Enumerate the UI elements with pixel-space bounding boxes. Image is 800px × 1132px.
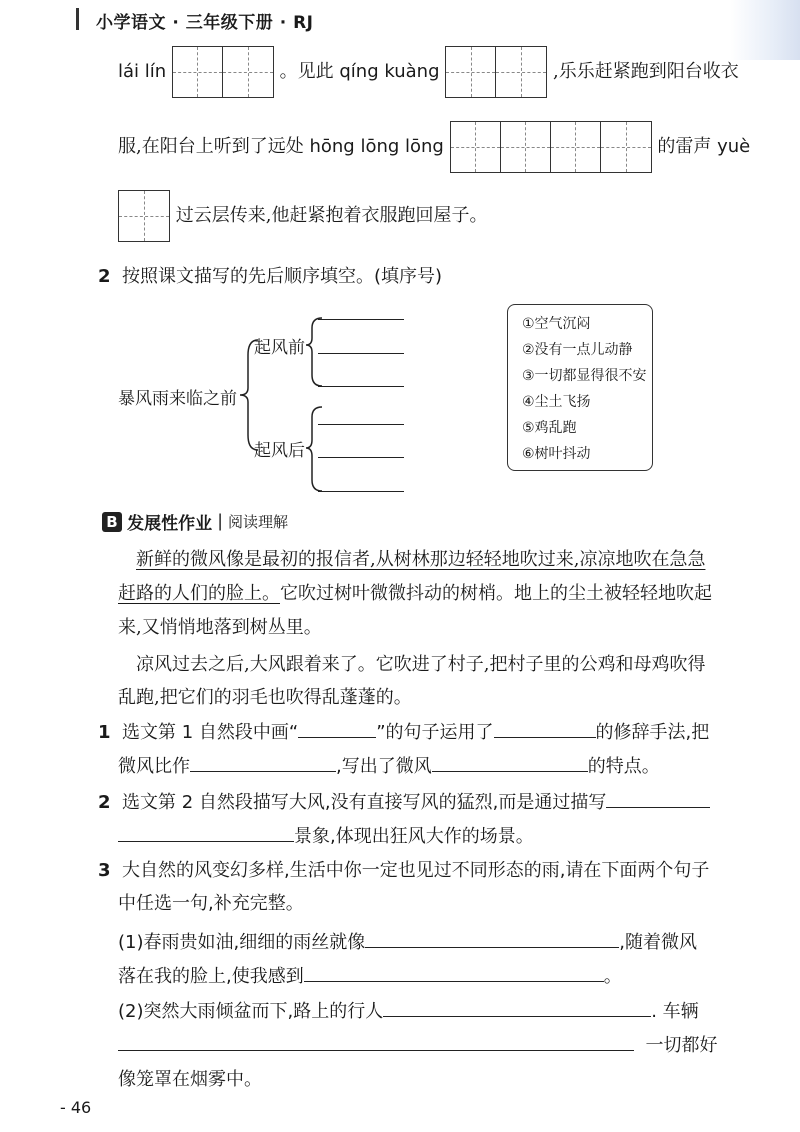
rq2-blank-2[interactable]	[118, 841, 294, 842]
text-segment: 的特点。	[587, 756, 660, 777]
text-segment: (1)春雨贵如油,细细的雨丝就像	[118, 932, 366, 953]
tree-root: 暴风雨来临之前	[118, 389, 237, 409]
rq2-number: 2	[98, 792, 111, 813]
text-segment: 微风比作	[118, 756, 190, 777]
rq3-option2-line-2	[118, 1031, 717, 1057]
option-2: ②没有一点儿动静	[522, 342, 633, 358]
passage-p1-l2	[118, 579, 712, 605]
underlined-sentence-end: 赶路的人们的脸上。	[118, 583, 280, 604]
rq3-line-1	[98, 856, 709, 882]
option-5: ⑤鸡乱跑	[522, 420, 577, 436]
pinyin-qingkuang: qíng kuàng	[339, 61, 440, 82]
text-segment: 的修辞手法,把	[595, 722, 710, 743]
tian-grid-answer-4[interactable]	[118, 190, 170, 242]
text-segment: . 车辆	[651, 1001, 699, 1022]
branch-after-wind: 起风后	[254, 441, 305, 461]
answer-line-b2-3[interactable]	[318, 491, 404, 492]
rq3-option1-line-2	[118, 962, 622, 988]
passage-p1-l1	[136, 545, 705, 571]
text-segment: 落在我的脸上,使我感到	[118, 966, 304, 987]
rq1-blank-rhetoric[interactable]	[494, 737, 596, 738]
text-segment: 。	[603, 966, 622, 987]
page-header: 小学语文 · 三年级下册 · RJ	[96, 13, 314, 33]
page-edge-shadow	[730, 0, 800, 60]
rq3-option1-line-1	[118, 928, 697, 954]
text-segment: ,写出了微风	[336, 756, 432, 777]
q2-prompt	[98, 262, 442, 288]
pinyin-honglonglong: hōng lōng lōng	[309, 136, 444, 157]
pinyin-lailin: lái lín	[118, 61, 167, 82]
fill-line-3	[118, 190, 487, 242]
branch-before-wind: 起风前	[254, 338, 305, 358]
text-segment: ,乐乐赶紧跑到阳台收衣	[552, 61, 739, 82]
page-number: - 46	[60, 1098, 92, 1117]
rq1-blank-compare[interactable]	[190, 771, 336, 772]
text-segment: 景象,体现出狂风大作的场景。	[294, 826, 534, 847]
rq1-line-2	[118, 752, 660, 778]
rq3-option2-line-3: 像笼罩在烟雾中。	[118, 1069, 262, 1090]
text-segment: 。见此	[279, 61, 334, 82]
rq2-line-1	[98, 788, 710, 814]
passage-text: 它吹过树叶微微抖动的树梢。地上的尘土被轻轻地吹起	[280, 583, 712, 604]
option-3: ③一切都显得很不安	[522, 368, 647, 384]
text-segment: 服,在阳台上听到了远处	[118, 136, 304, 157]
tree-braces	[236, 300, 326, 500]
options-box	[507, 304, 653, 471]
section-b-heading: B 发展性作业 | 阅读理解	[102, 509, 288, 534]
answer-line-b2-2[interactable]	[318, 457, 404, 458]
text-segment: ”的句子运用了	[376, 722, 494, 743]
rq3-2-blank-2[interactable]	[118, 1050, 634, 1051]
rq2-line-2	[118, 822, 534, 848]
text-segment: ,随着微风	[619, 932, 697, 953]
text-segment: 过云层传来,他赶紧抱着衣服跑回屋子。	[175, 205, 488, 226]
option-4: ④尘土飞扬	[522, 394, 591, 410]
rq3-2-blank-1[interactable]	[383, 1016, 651, 1017]
tian-grid-answer-1[interactable]	[172, 46, 274, 98]
answer-line-b1-1[interactable]	[318, 319, 404, 320]
answer-line-b2-1[interactable]	[318, 424, 404, 425]
rq2-blank-1[interactable]	[606, 807, 710, 808]
rq3-number: 3	[98, 860, 111, 881]
section-b-title: 发展性作业	[127, 514, 213, 534]
section-b-badge: B	[102, 512, 122, 532]
rq3-1-blank-2[interactable]	[304, 981, 604, 982]
rq1-number: 1	[98, 722, 111, 743]
rq3-line-2: 中任选一句,补充完整。	[118, 893, 304, 914]
text-segment: (2)突然大雨倾盆而下,路上的行人	[118, 1001, 384, 1022]
fill-line-2	[118, 121, 750, 173]
rq3-option2-line-1	[118, 997, 699, 1023]
rq1-blank-trait[interactable]	[432, 771, 588, 772]
text-segment: 的雷声	[657, 136, 712, 157]
rq3-1-blank-1[interactable]	[365, 947, 619, 948]
underlined-sentence: 新鲜的微风像是最初的报信者,从树林那边轻轻地吹过来,凉凉地吹在急急	[136, 549, 706, 570]
passage-p1-l3: 来,又悄悄地落到树丛里。	[118, 617, 322, 638]
fill-line-1	[118, 46, 739, 98]
rq1-blank-quote[interactable]	[298, 737, 376, 738]
option-1: ①空气沉闷	[522, 316, 591, 332]
section-b-sub: 阅读理解	[228, 513, 289, 531]
text-segment: 选文第 2 自然段描写大风,没有直接写风的猛烈,而是通过描写	[121, 792, 607, 813]
rq1-line-1	[98, 718, 709, 744]
passage-p2-l1: 凉风过去之后,大风跟着来了。它吹进了村子,把村子里的公鸡和母鸡吹得	[136, 654, 706, 675]
option-6: ⑥树叶抖动	[522, 446, 591, 462]
q2-text: 按照课文描写的先后顺序填空。(填序号)	[121, 266, 443, 287]
pinyin-yue: yuè	[717, 136, 751, 157]
tian-grid-answer-3[interactable]	[450, 121, 652, 173]
tian-grid-answer-2[interactable]	[445, 46, 547, 98]
answer-line-b1-2[interactable]	[318, 353, 404, 354]
header-bar	[76, 8, 79, 30]
passage-p2-l2: 乱跑,把它们的羽毛也吹得乱蓬蓬的。	[118, 687, 412, 708]
text-segment: 选文第 1 自然段中画“	[121, 722, 299, 743]
text-segment: 大自然的风变幻多样,生活中你一定也见过不同形态的雨,请在下面两个句子	[121, 860, 710, 881]
text-segment: 一切都好	[645, 1035, 718, 1056]
answer-line-b1-3[interactable]	[318, 386, 404, 387]
q2-number: 2	[98, 266, 111, 287]
